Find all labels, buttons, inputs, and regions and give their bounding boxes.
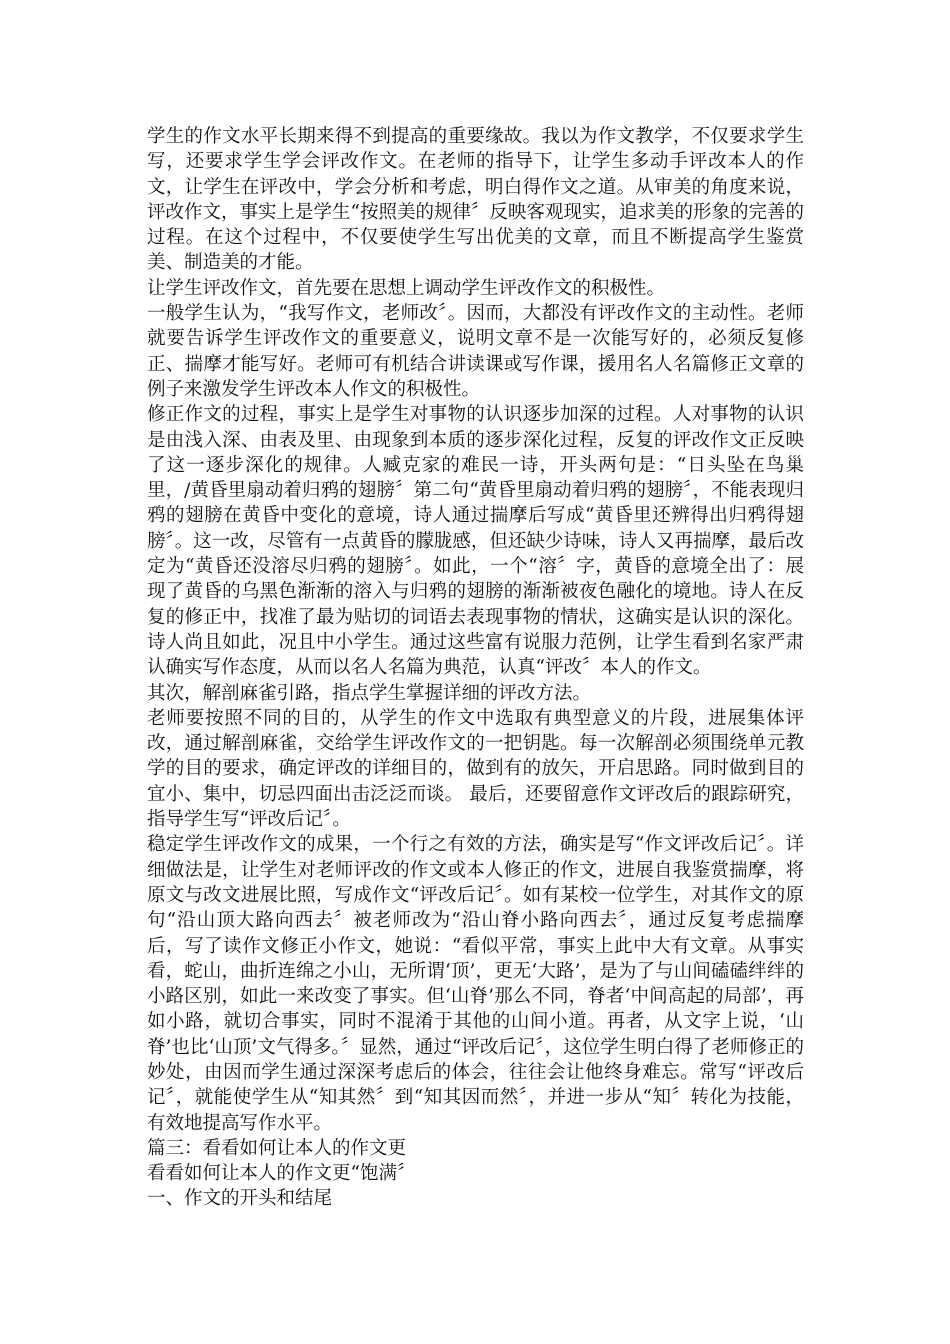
paragraph: 稳定学生评改作文的成果，一个行之有效的方法，确实是写“作文评改后记〞。详细做法是，让学生对老师评改的作文或本人修正的作文，进展自我鉴赏揣摩，将原文与改文进展比照，写成作文“评改后记〞。如有某校一位学生，对其作文的原句“沿山顶大路向西去〞被老师改为“沿山脊小路向西去〞，通过反复考虑揣摩后，写了读作文修正小作文，她说：“看似平常，事实上此中大有文章。从事实看，蛇山，曲折连绵之小山，无所谓‘顶’，更无‘大路’，是为了与山间磕磕绊绊的小路区别，如此一来改变了事实。但‘山脊’那么不同，脊者‘中间高起的局部’，再如小路，就切合事实，同时不混淆于其他的山间小道。再者，从文字上说，‘山脊’也比‘山顶’文气得多。〞显然，通过“评改后记〞，这位学生明白得了老师修正的妙处，由因而学生通过深深考虑后的体会，往往会让他终身难忘。常写“评改后记〞，就能使学生从“知其然〞到“知其因而然〞，并进一步从“知〞转化为技能，有效地提高写作水平。: [147, 834, 804, 1134]
section-heading: 篇三：看看如何让本人的作文更: [147, 1137, 407, 1159]
paragraph: 修正作文的过程，事实上是学生对事物的认识逐步加深的过程。人对事物的认识是由浅入深、由表及里、由现象到本质的逐步深化过程，反复的评改作文正反映了这一逐步深化的规律。人臧克家的难民一诗，开头两句是：“日头坠在鸟巢里，/黄昏里扇动着归鸦的翅膀〞第二句“黄昏里扇动着归鸦的翅膀〞，不能表现归鸦的翅膀在黄昏中变化的意境，诗人通过揣摩后写成“黄昏里还辨得出归鸦得翅膀〞。这一改，尽管有一点黄昏的朦胧感，但还缺少诗味，诗人又再揣摩，最后改定为“黄昏还没溶尽归鸦的翅膀〞。如此，一个“溶〞字，黄昏的意境全出了：展现了黄昏的乌黑色渐渐的溶入与归鸦的翅膀的渐渐被夜色融化的境地。诗人在反复的修正中，找准了最为贴切的词语去表现事物的情状，这确实是认识的深化。诗人尚且如此，况且中小学生。通过这些富有说服力范例，让学生看到名家严肃认确实写作态度，从而以名人名篇为典范，认真“评改〞本人的作文。: [147, 404, 804, 679]
subsection-heading: 一、作文的开头和结尾: [147, 1188, 333, 1210]
paragraph: 一般学生认为，“我写作文，老师改〞。因而，大都没有评改作文的主动性。老师就要告诉学生评改作文的重要意义，说明文章不是一次能写好的，必须反复修正、揣摩才能写好。老师可有机结合讲读课或写作课，援用名人名篇修正文章的例子来激发学生评改本人作文的积极性。: [147, 303, 804, 400]
paragraph: 学生的作文水平长期来得不到提高的重要缘故。我以为作文教学，不仅要求学生写，还要求学生学会评改作文。在老师的指导下，让学生多动手评改本人的作文，让学生在评改中，学会分析和考虑，明白得作文之道。从审美的角度来说，评改作文，事实上是学生“按照美的规律〞反映客观现实，追求美的形象的完善的过程。在这个过程中，不仅要使学生写出优美的文章，而且不断提高学生鉴赏美、制造美的才能。: [147, 126, 804, 274]
paragraph: 让学生评改作文，首先要在思想上调动学生评改作文的积极性。: [147, 277, 666, 299]
paragraph: 其次，解剖麻雀引路，指点学生掌握详细的评改方法。: [147, 682, 592, 704]
document-body: [147, 124, 804, 1212]
paragraph: 老师要按照不同的目的，从学生的作文中选取有典型意义的片段，进展集体评改，通过解剖麻雀，交给学生评改作文的一把钥匙。每一次解剖必须围绕单元教学的目的要求，确定评改的详细目的，做到有的放矢，开启思路。同时做到目的宜小、集中，切忌四面出击泛泛而谈。 最后，还要留意作文评改后的跟踪研究，指导学生写“评改后记〞。: [147, 707, 804, 831]
article-title: 看看如何让本人的作文更“饱满〞: [147, 1163, 416, 1185]
